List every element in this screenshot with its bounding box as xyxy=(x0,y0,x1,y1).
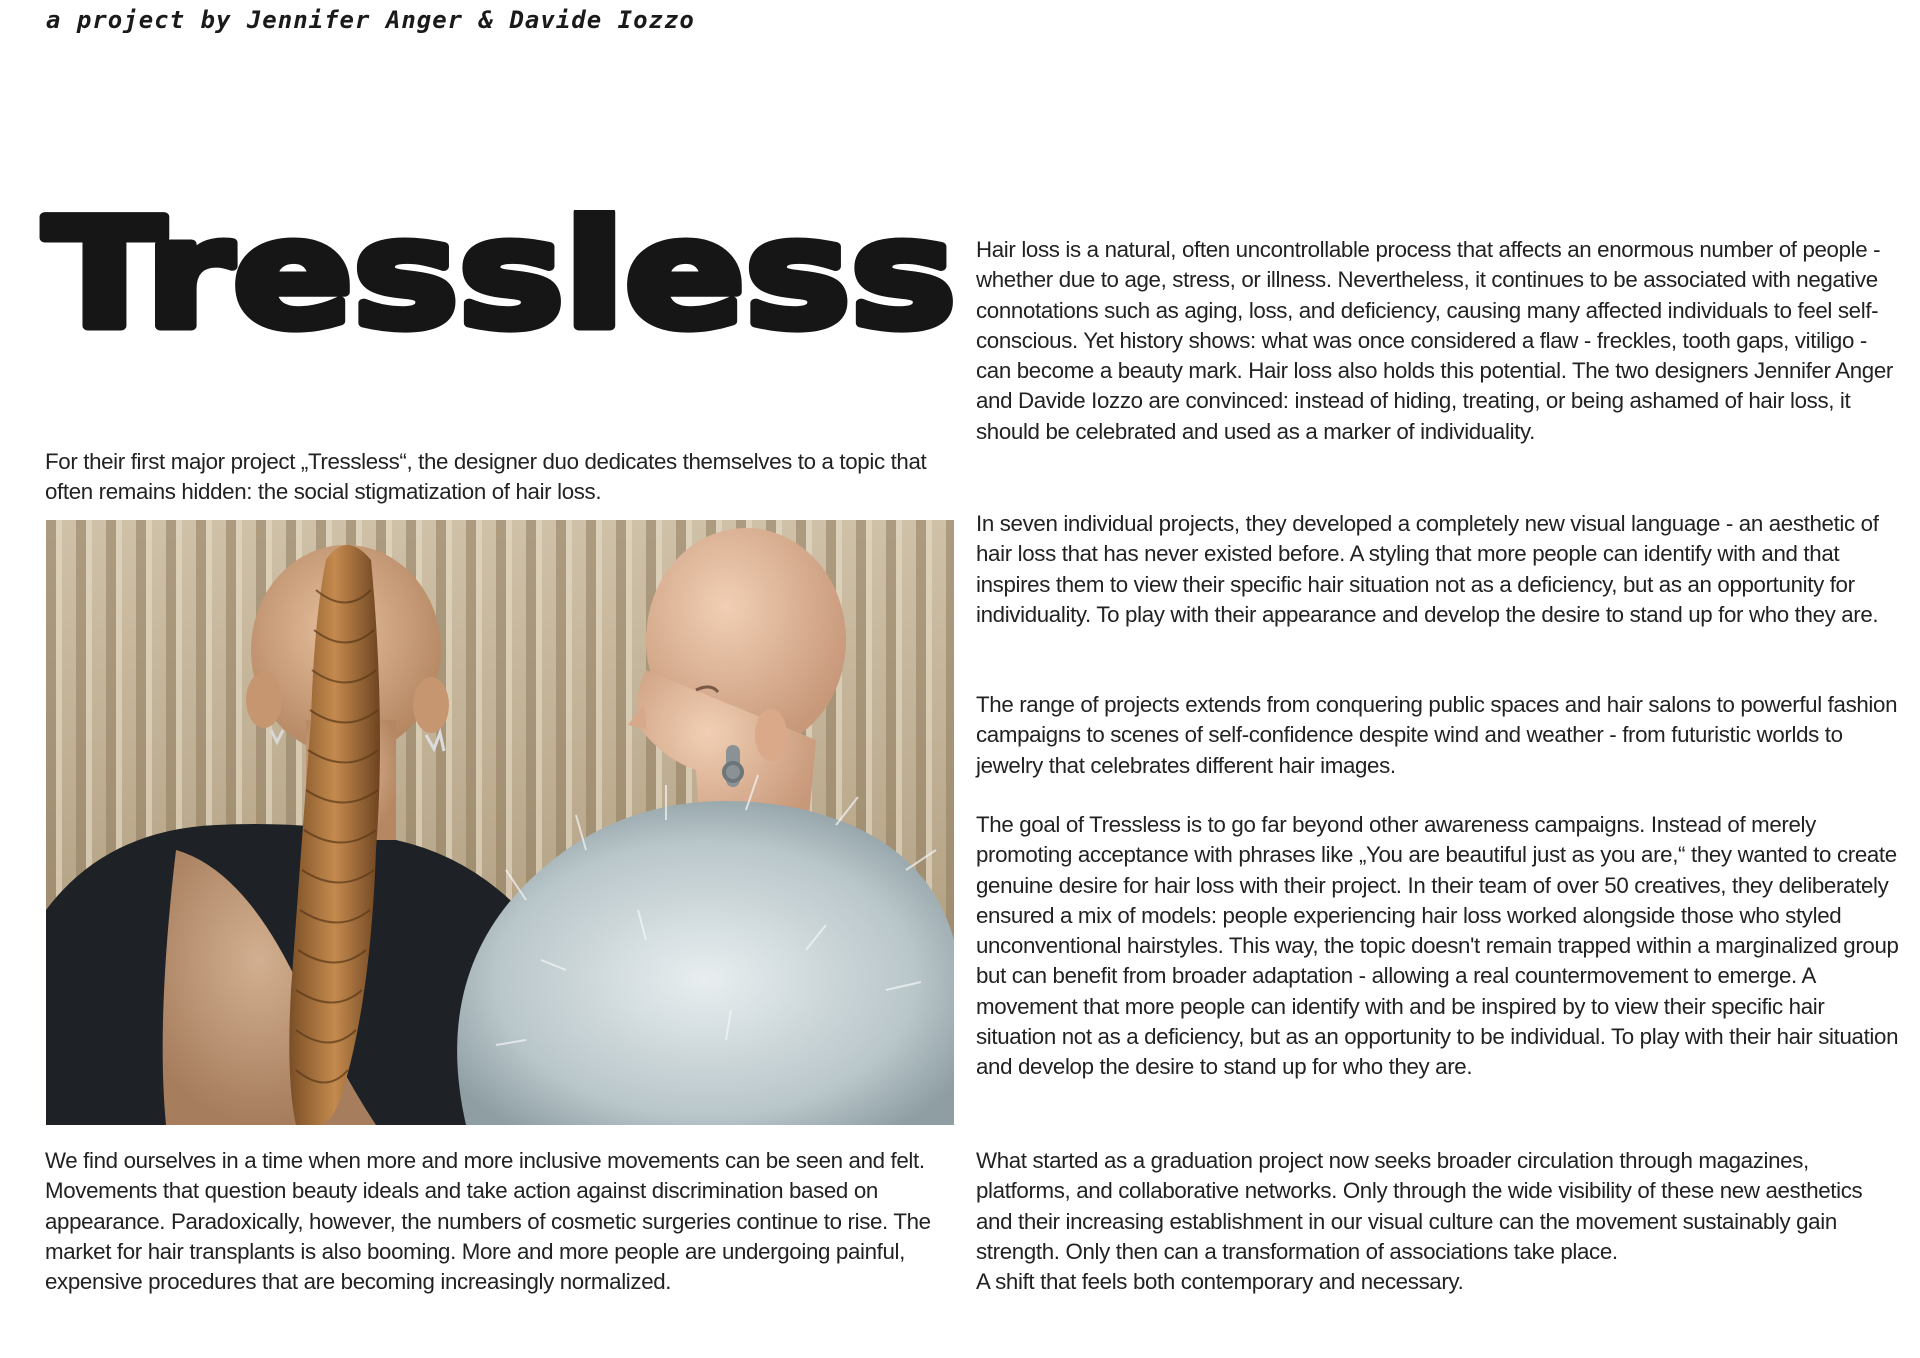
right-closing-block xyxy=(976,1146,1901,1297)
page-title xyxy=(36,210,966,358)
title-graffiti xyxy=(36,210,966,358)
title-text: Tressless xyxy=(44,210,956,358)
left-body-paragraph: We find ourselves in a time when more and more inclusive movements can be seen and felt. Movements that question beauty ideals and take action against discrimination based on appearance. Paradoxically, however, the numbers of cosmetic surgeries continue to rise. The market for hair transplants is also booming. More and more people are undergoing painful, expensive procedures that are becoming increasingly normalized. xyxy=(45,1148,931,1295)
right-paragraph-5: What started as a graduation project now seeks broader circulation through magazines, platforms, and collaborative networks. Only through the wide visibility of these new aesthetics and their increasing establishment in our visual culture can the movement sustainably gain strength. Only then can a transformation of associations take place. xyxy=(976,1148,1863,1264)
right-paragraph-2: In seven individual projects, they developed a completely new visual language - an aesthetic of hair loss that has never existed before. A styling that more people can identify with and that inspires them to view their specific hair situation not as a deficiency, but as an opportunity for individuality. To play with their appearance and develop the desire to stand up for who they are. xyxy=(976,511,1879,627)
intro-paragraph: For their first major project „Tressless“, the designer duo dedicates themselves to a topic that often remains hidden: the social stigmatization of hair loss. xyxy=(45,449,927,505)
portrait-photo-two-models-icon xyxy=(46,520,954,1125)
right-paragraph-1: Hair loss is a natural, often uncontrollable process that affects an enormous number of people - whether due to age, stress, or illness. Nevertheless, it continues to be associated with negative connotations such as aging, loss, and deficiency, causing many affected individuals to feel self-conscious. Yet history shows: what was once considered a flaw - freckles, tooth gaps, vitiligo - can become a beauty mark. Hair loss also holds this potential. The two designers Jennifer Anger and Davide Iozzo are convinced: instead of hiding, treating, or being ashamed of hair loss, it should be celebrated and used as a marker of individuality. xyxy=(976,237,1893,444)
right-paragraph-6: A shift that feels both contemporary and necessary. xyxy=(976,1269,1464,1295)
project-credit: a project by Jennifer Anger & Davide Iozzo xyxy=(46,6,695,34)
right-paragraph-4: The goal of Tressless is to go far beyond other awareness campaigns. Instead of merely promoting acceptance with phrases like „You are beautiful just as you are,“ they wanted to create genuine desire for hair loss with their project. In their team of over 50 creatives, they deliberately ensured a mix of models: people experiencing hair loss worked alongside those who styled unconventional hairstyles. This way, the topic doesn't remain trapped within a marginalized group but can benefit from broader adaptation - allowing a real countermovement to emerge. A movement that more people can identify with and be inspired by to view their specific hair situation not as a deficiency, but as an opportunity to be individual. To play with their hair situation and develop the desire to stand up for who they are. xyxy=(976,812,1899,1080)
right-paragraph-3: The range of projects extends from conquering public spaces and hair salons to powerful fashion campaigns to scenes of self-confidence despite wind and weather - from futuristic worlds to jewelry that celebrates different hair images. xyxy=(976,692,1898,778)
portrait-photo xyxy=(46,520,954,1125)
